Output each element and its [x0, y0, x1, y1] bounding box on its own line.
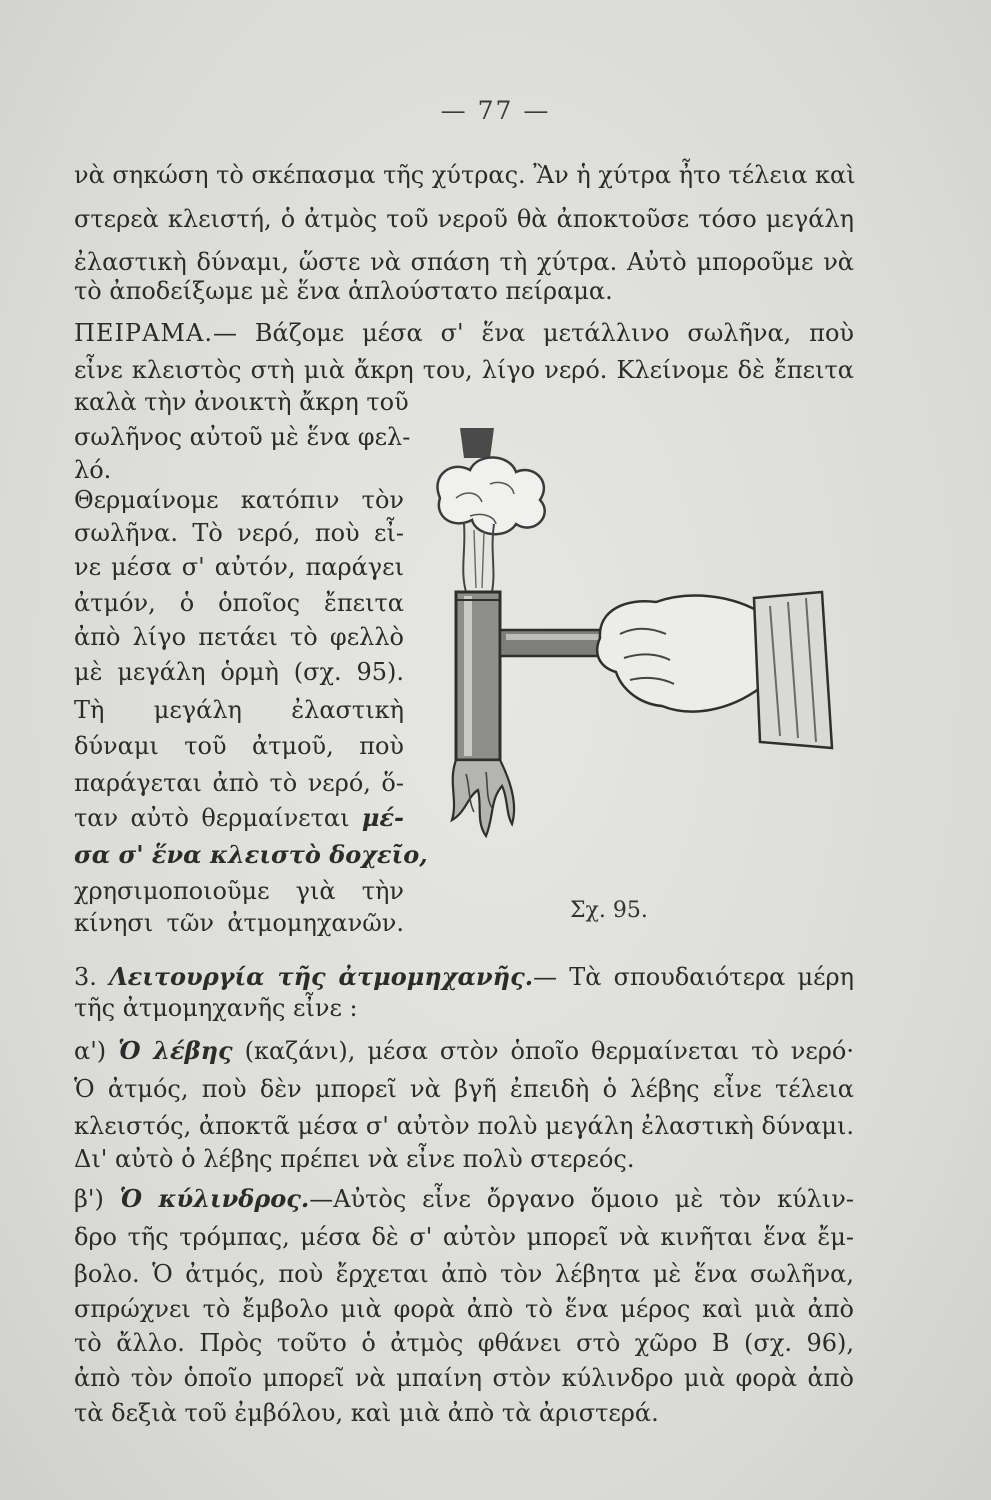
item-a-label: α'): [74, 1037, 107, 1065]
section-heading-line: [74, 962, 854, 992]
text-line: βολο. Ὁ ἀτμός, ποὺ ἔρχεται ἀπὸ τὸν λέβητα μὲ ἕνα σωλῆνα,: [74, 1260, 854, 1288]
text-line: Θερμαίνομε κατόπιν τὸν: [74, 486, 404, 514]
text-line: λό.: [74, 456, 112, 484]
experiment-line: [74, 318, 854, 348]
text-line: καλὰ τὴν ἀνοικτὴ ἄκρη τοῦ: [74, 388, 409, 416]
text-line: τὰ δεξιὰ τοῦ ἐμβόλου, καὶ μιὰ ἀπὸ τὰ ἀριστερά.: [74, 1399, 659, 1427]
text-line: εἶνε κλειστὸς στὴ μιὰ ἄκρη του, λίγο νερό. Κλείνομε δὲ ἔπειτα: [74, 356, 854, 384]
emphasis-text: μέ-: [361, 803, 404, 832]
figure-drawing: [430, 420, 850, 860]
text-line: [74, 803, 404, 833]
text-line: δύναμι τοῦ ἀτμοῦ, ποὺ: [74, 732, 404, 760]
text-span: (καζάνι), μέσα στὸν ὁποῖο θερμαίνεται τὸ νερό·: [244, 1037, 854, 1065]
text-line: σωλῆνα. Τὸ νερό, ποὺ εἶ-: [74, 519, 404, 547]
text-line: ἐλαστικὴ δύναμι, ὥστε νὰ σπάση τὴ χύτρα. Αὐτὸ μποροῦμε νὰ: [74, 248, 854, 276]
text-line: χρησιμοποιοῦμε γιὰ τὴν: [74, 877, 404, 905]
experiment-label: ΠΕΙΡΑΜΑ.: [74, 319, 213, 347]
figure-caption: Σχ. 95.: [570, 898, 648, 923]
text-span: — Τὰ σπουδαιότερα μέρη: [533, 963, 854, 991]
emphasis-line: σα σ' ἕνα κλειστὸ δοχεῖο,: [74, 840, 428, 869]
text-span: — Βάζομε μέσα σ' ἕνα μετάλλινο σωλῆνα, ποὺ: [212, 319, 854, 347]
text-span: —Αὐτὸς εἶνε ὄργανο ὅμοιο μὲ τὸν κύλιν-: [309, 1185, 855, 1213]
text-line: τὸ ἀποδείξωμε μὲ ἕνα ἁπλούστατο πείραμα.: [74, 277, 613, 305]
text-line: δρο τῆς τρόμπας, μέσα δὲ σ' αὐτὸν μπορεῖ νὰ κινῆται ἕνα ἔμ-: [74, 1223, 854, 1251]
text-line: νὰ σηκώση τὸ σκέπασμα τῆς χύτρας. Ἂν ἡ χύτρα ἦτο τέλεια καὶ: [74, 161, 856, 189]
text-line: ἀπὸ τὸν ὁποῖο μπορεῖ νὰ μπαίνη στὸν κύλινδρο μιὰ φορὰ ἀπὸ: [74, 1364, 854, 1392]
text-line: Ὁ ἀτμός, ποὺ δὲν μπορεῖ νὰ βγῆ ἐπειδὴ ὁ λέβης εἶνε τέλεια: [74, 1075, 854, 1103]
item-a-line: [74, 1036, 854, 1066]
text-line: Δι' αὐτὸ ὁ λέβης πρέπει νὰ εἶνε πολὺ στερεός.: [74, 1145, 635, 1173]
text-line: νε μέσα σ' αὐτόν, παράγει: [74, 553, 404, 581]
text-line: σωλῆνος αὐτοῦ μὲ ἕνα φελ-: [74, 423, 411, 451]
text-line: κίνησι τῶν ἀτμομηχανῶν.: [74, 909, 404, 937]
text-line: παράγεται ἀπὸ τὸ νερό, ὅ-: [74, 769, 404, 797]
text-line: τὸ ἄλλο. Πρὸς τοῦτο ὁ ἀτμὸς φθάνει στὸ χῶρο Β (σχ. 96),: [74, 1329, 854, 1357]
section-number: 3.: [74, 963, 97, 991]
text-span: ταν αὐτὸ θερμαίνεται: [74, 804, 350, 832]
text-line: στερεὰ κλειστή, ὁ ἀτμὸς τοῦ νεροῦ θὰ ἀποκτοῦσε τόσο μεγάλη: [74, 205, 854, 233]
page-number: — 77 —: [440, 96, 551, 125]
item-b-term: Ὁ κύλινδρος.: [119, 1184, 310, 1213]
item-b-line: [74, 1184, 854, 1214]
figure-95-steam-tube: [430, 420, 850, 860]
text-line: ἀτμόν, ὁ ὁποῖος ἔπειτα: [74, 589, 404, 617]
text-line: μὲ μεγάλη ὁρμὴ (σχ. 95).: [74, 658, 404, 686]
text-line: τῆς ἀτμομηχανῆς εἶνε :: [74, 994, 358, 1022]
item-b-label: β'): [74, 1185, 104, 1213]
item-a-term: Ὁ λέβης: [118, 1036, 233, 1065]
text-line: σπρώχνει τὸ ἔμβολο μιὰ φορὰ ἀπὸ τὸ ἕνα μέρος καὶ μιὰ ἀπὸ: [74, 1295, 854, 1323]
text-line: ἀπὸ λίγο πετάει τὸ φελλὸ: [74, 623, 404, 651]
text-line: Τὴ μεγάλη ἐλαστικὴ: [74, 696, 404, 724]
section-title: Λειτουργία τῆς ἀτμομηχανῆς.: [109, 962, 534, 991]
text-line: κλειστός, ἀποκτᾶ μέσα σ' αὐτὸν πολὺ μεγάλη ἐλαστικὴ δύναμι.: [74, 1112, 854, 1140]
